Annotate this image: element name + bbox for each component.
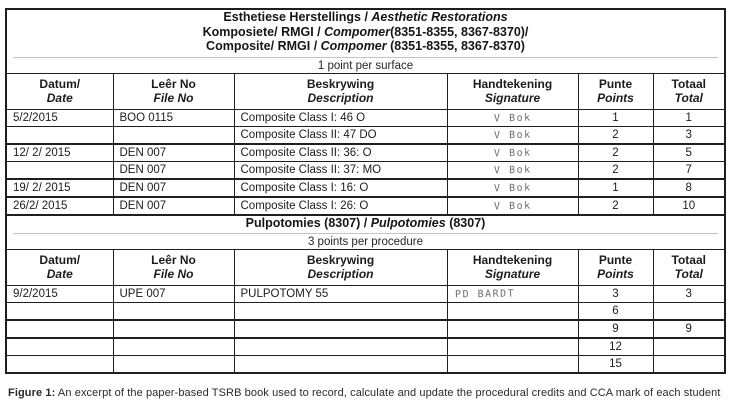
- cell-date: [6, 338, 113, 356]
- cell-date: 19/ 2/ 2015: [6, 179, 113, 197]
- cell-file-no: [113, 303, 234, 321]
- col-label-af: Handtekening: [472, 253, 553, 267]
- table2-row-2: [6, 303, 725, 321]
- col-header-file: [113, 250, 234, 286]
- cell-total: [653, 303, 725, 321]
- col-header-signature: [447, 250, 578, 286]
- col-header-points: [578, 73, 653, 109]
- col-label-af: Leêr No: [151, 253, 196, 267]
- col-label-en: File No: [153, 90, 194, 105]
- col-label-en: Signature: [484, 267, 541, 281]
- table2-row-4: [6, 338, 725, 356]
- cell-file-no: DEN 007: [113, 144, 234, 162]
- title-text-italic: Aesthetic Restorations: [371, 10, 508, 24]
- col-label-af: Totaal: [671, 253, 706, 267]
- cell-points: 3: [578, 286, 653, 303]
- cell-signature: [447, 161, 578, 179]
- signature-handwriting: V Bok: [493, 200, 532, 212]
- table2-row-3: [6, 320, 725, 338]
- section1-title-line-2: [13, 25, 718, 40]
- cell-date: [6, 161, 113, 179]
- cell-date: [6, 356, 113, 374]
- cell-description: [234, 303, 447, 321]
- col-label-af: Datum/: [39, 76, 81, 91]
- table1-row-6: [6, 197, 725, 215]
- section2-points-note: 3 points per procedure: [307, 236, 424, 248]
- col-header-description: [234, 73, 447, 109]
- col-label-en: Points: [597, 267, 634, 281]
- table2-row-1: [6, 286, 725, 303]
- cell-points: 2: [578, 144, 653, 162]
- cell-total: 8: [653, 179, 725, 197]
- section2-header: [6, 215, 725, 250]
- col-label-en: Description: [307, 267, 374, 281]
- cell-date: [6, 320, 113, 338]
- cell-signature: [447, 320, 578, 338]
- cell-date: [6, 303, 113, 321]
- title-text: (8351-8355, 8367-8370)/: [390, 24, 529, 39]
- table1-row-4: [6, 161, 725, 179]
- signature-handwriting: V Bok: [493, 164, 532, 176]
- signature-handwriting: V Bok: [493, 112, 532, 124]
- table1-column-headers: [6, 73, 725, 109]
- cell-points: 2: [578, 126, 653, 144]
- cell-description: Composite Class I: 16: O: [234, 179, 447, 197]
- cell-total: 7: [653, 161, 725, 179]
- cell-file-no: BOO 0115: [113, 109, 234, 126]
- signature-handwriting: V Bok: [493, 182, 532, 194]
- cell-file-no: DEN 007: [113, 179, 234, 197]
- col-label-af: Punte: [598, 76, 633, 91]
- col-label-en: Points: [597, 90, 634, 105]
- cell-date: 26/2/ 2015: [6, 197, 113, 215]
- cell-signature: [447, 179, 578, 197]
- col-label-af: Handtekening: [472, 76, 553, 91]
- cell-points: 9: [578, 320, 653, 338]
- cell-points: 1: [578, 179, 653, 197]
- cell-description: Composite Class I: 26: O: [234, 197, 447, 215]
- table1-row-3: [6, 144, 725, 162]
- section1-title-line-1: [13, 10, 718, 25]
- col-label-af: Beskrywing: [306, 76, 375, 91]
- cell-description: Composite Class II: 47 DO: [234, 126, 447, 144]
- col-header-total: [653, 250, 725, 286]
- cell-signature: [447, 144, 578, 162]
- title-text: Pulpotomies (8307) /: [245, 215, 371, 230]
- cell-points: 1: [578, 109, 653, 126]
- col-label-af: Leêr No: [151, 76, 196, 91]
- cell-total: [653, 356, 725, 374]
- col-label-af: Datum/: [39, 253, 81, 267]
- cell-description: PULPOTOMY 55: [234, 286, 447, 303]
- col-label-en: Total: [674, 90, 703, 105]
- col-label-af: Beskrywing: [306, 253, 375, 267]
- cell-total: 1: [653, 109, 725, 126]
- title-text-italic: Pulpotomies: [370, 215, 446, 230]
- col-label-en: Description: [307, 90, 374, 105]
- cell-signature: [447, 109, 578, 126]
- figure-caption: [8, 387, 724, 399]
- cell-signature: [447, 356, 578, 374]
- cell-points: 15: [578, 356, 653, 374]
- cell-total: 9: [653, 320, 725, 338]
- tsrb-record-table: [5, 8, 726, 374]
- cell-signature: [447, 338, 578, 356]
- col-header-total: [653, 73, 725, 109]
- section2-title-row: [6, 215, 725, 250]
- col-label-en: Date: [46, 267, 73, 281]
- cell-file-no: [113, 320, 234, 338]
- cell-signature: [447, 197, 578, 215]
- col-label-af: Punte: [598, 253, 633, 267]
- table2-column-headers: [6, 250, 725, 286]
- section1-points-note: 1 point per surface: [317, 59, 414, 72]
- cell-total: 5: [653, 144, 725, 162]
- cell-points: 12: [578, 338, 653, 356]
- cell-file-no: DEN 007: [113, 161, 234, 179]
- table1-row-5: [6, 179, 725, 197]
- cell-signature: [447, 126, 578, 144]
- cell-total: 3: [653, 126, 725, 144]
- col-header-description: [234, 250, 447, 286]
- cell-date: 12/ 2/ 2015: [6, 144, 113, 162]
- section2-title-line: [13, 216, 718, 231]
- cell-points: 6: [578, 303, 653, 321]
- figure-caption-text: An excerpt of the paper-based TSRB book used to record, calculate and update the procedural credits and CCA mark of each student: [57, 387, 721, 399]
- col-header-points: [578, 250, 653, 286]
- cell-description: Composite Class II: 37: MO: [234, 161, 447, 179]
- cell-description: Composite Class II: 36: O: [234, 144, 447, 162]
- table1-row-1: [6, 109, 725, 126]
- cell-description: [234, 338, 447, 356]
- cell-date: 5/2/2015: [6, 109, 113, 126]
- table1-row-2: [6, 126, 725, 144]
- cell-description: [234, 320, 447, 338]
- title-text-italic: Compomer: [320, 39, 387, 53]
- title-text: (8307): [445, 215, 486, 230]
- title-text: (8351-8355, 8367-8370): [386, 39, 525, 53]
- cell-points: 2: [578, 161, 653, 179]
- col-header-file: [113, 73, 234, 109]
- title-text: Composite/ RMGI /: [206, 39, 321, 53]
- cell-description: Composite Class I: 46 O: [234, 109, 447, 126]
- cell-points: 2: [578, 197, 653, 215]
- table2-row-5: [6, 356, 725, 374]
- col-header-date: [6, 250, 113, 286]
- cell-file-no: DEN 007: [113, 197, 234, 215]
- cell-total: 10: [653, 197, 725, 215]
- signature-handwriting: V Bok: [493, 147, 532, 159]
- section1-header: [6, 9, 725, 73]
- cell-file-no: UPE 007: [113, 286, 234, 303]
- cell-signature: [447, 286, 578, 303]
- cell-file-no: [113, 126, 234, 144]
- cell-file-no: [113, 338, 234, 356]
- cell-description: [234, 356, 447, 374]
- col-label-en: File No: [153, 267, 194, 281]
- col-label-af: Totaal: [671, 76, 706, 91]
- title-text: Esthetiese Herstellings /: [223, 10, 372, 24]
- title-text-italic: Compomer: [324, 24, 391, 39]
- cell-total: [653, 338, 725, 356]
- col-label-en: Signature: [484, 90, 541, 105]
- section1-title-line-3: [13, 39, 718, 54]
- signature-handwriting: PD BARDT: [454, 288, 515, 301]
- signature-handwriting: V Bok: [493, 129, 532, 141]
- col-header-signature: [447, 73, 578, 109]
- cell-file-no: [113, 356, 234, 374]
- section1-title-row: [6, 9, 725, 73]
- figure-caption-label: Figure 1:: [8, 387, 56, 399]
- title-text: Komposiete/ RMGI /: [202, 24, 325, 39]
- cell-date: [6, 126, 113, 144]
- cell-total: 3: [653, 286, 725, 303]
- cell-signature: [447, 303, 578, 321]
- col-label-en: Total: [674, 267, 703, 281]
- col-header-date: [6, 73, 113, 109]
- cell-date: 9/2/2015: [6, 286, 113, 303]
- col-label-en: Date: [46, 90, 73, 105]
